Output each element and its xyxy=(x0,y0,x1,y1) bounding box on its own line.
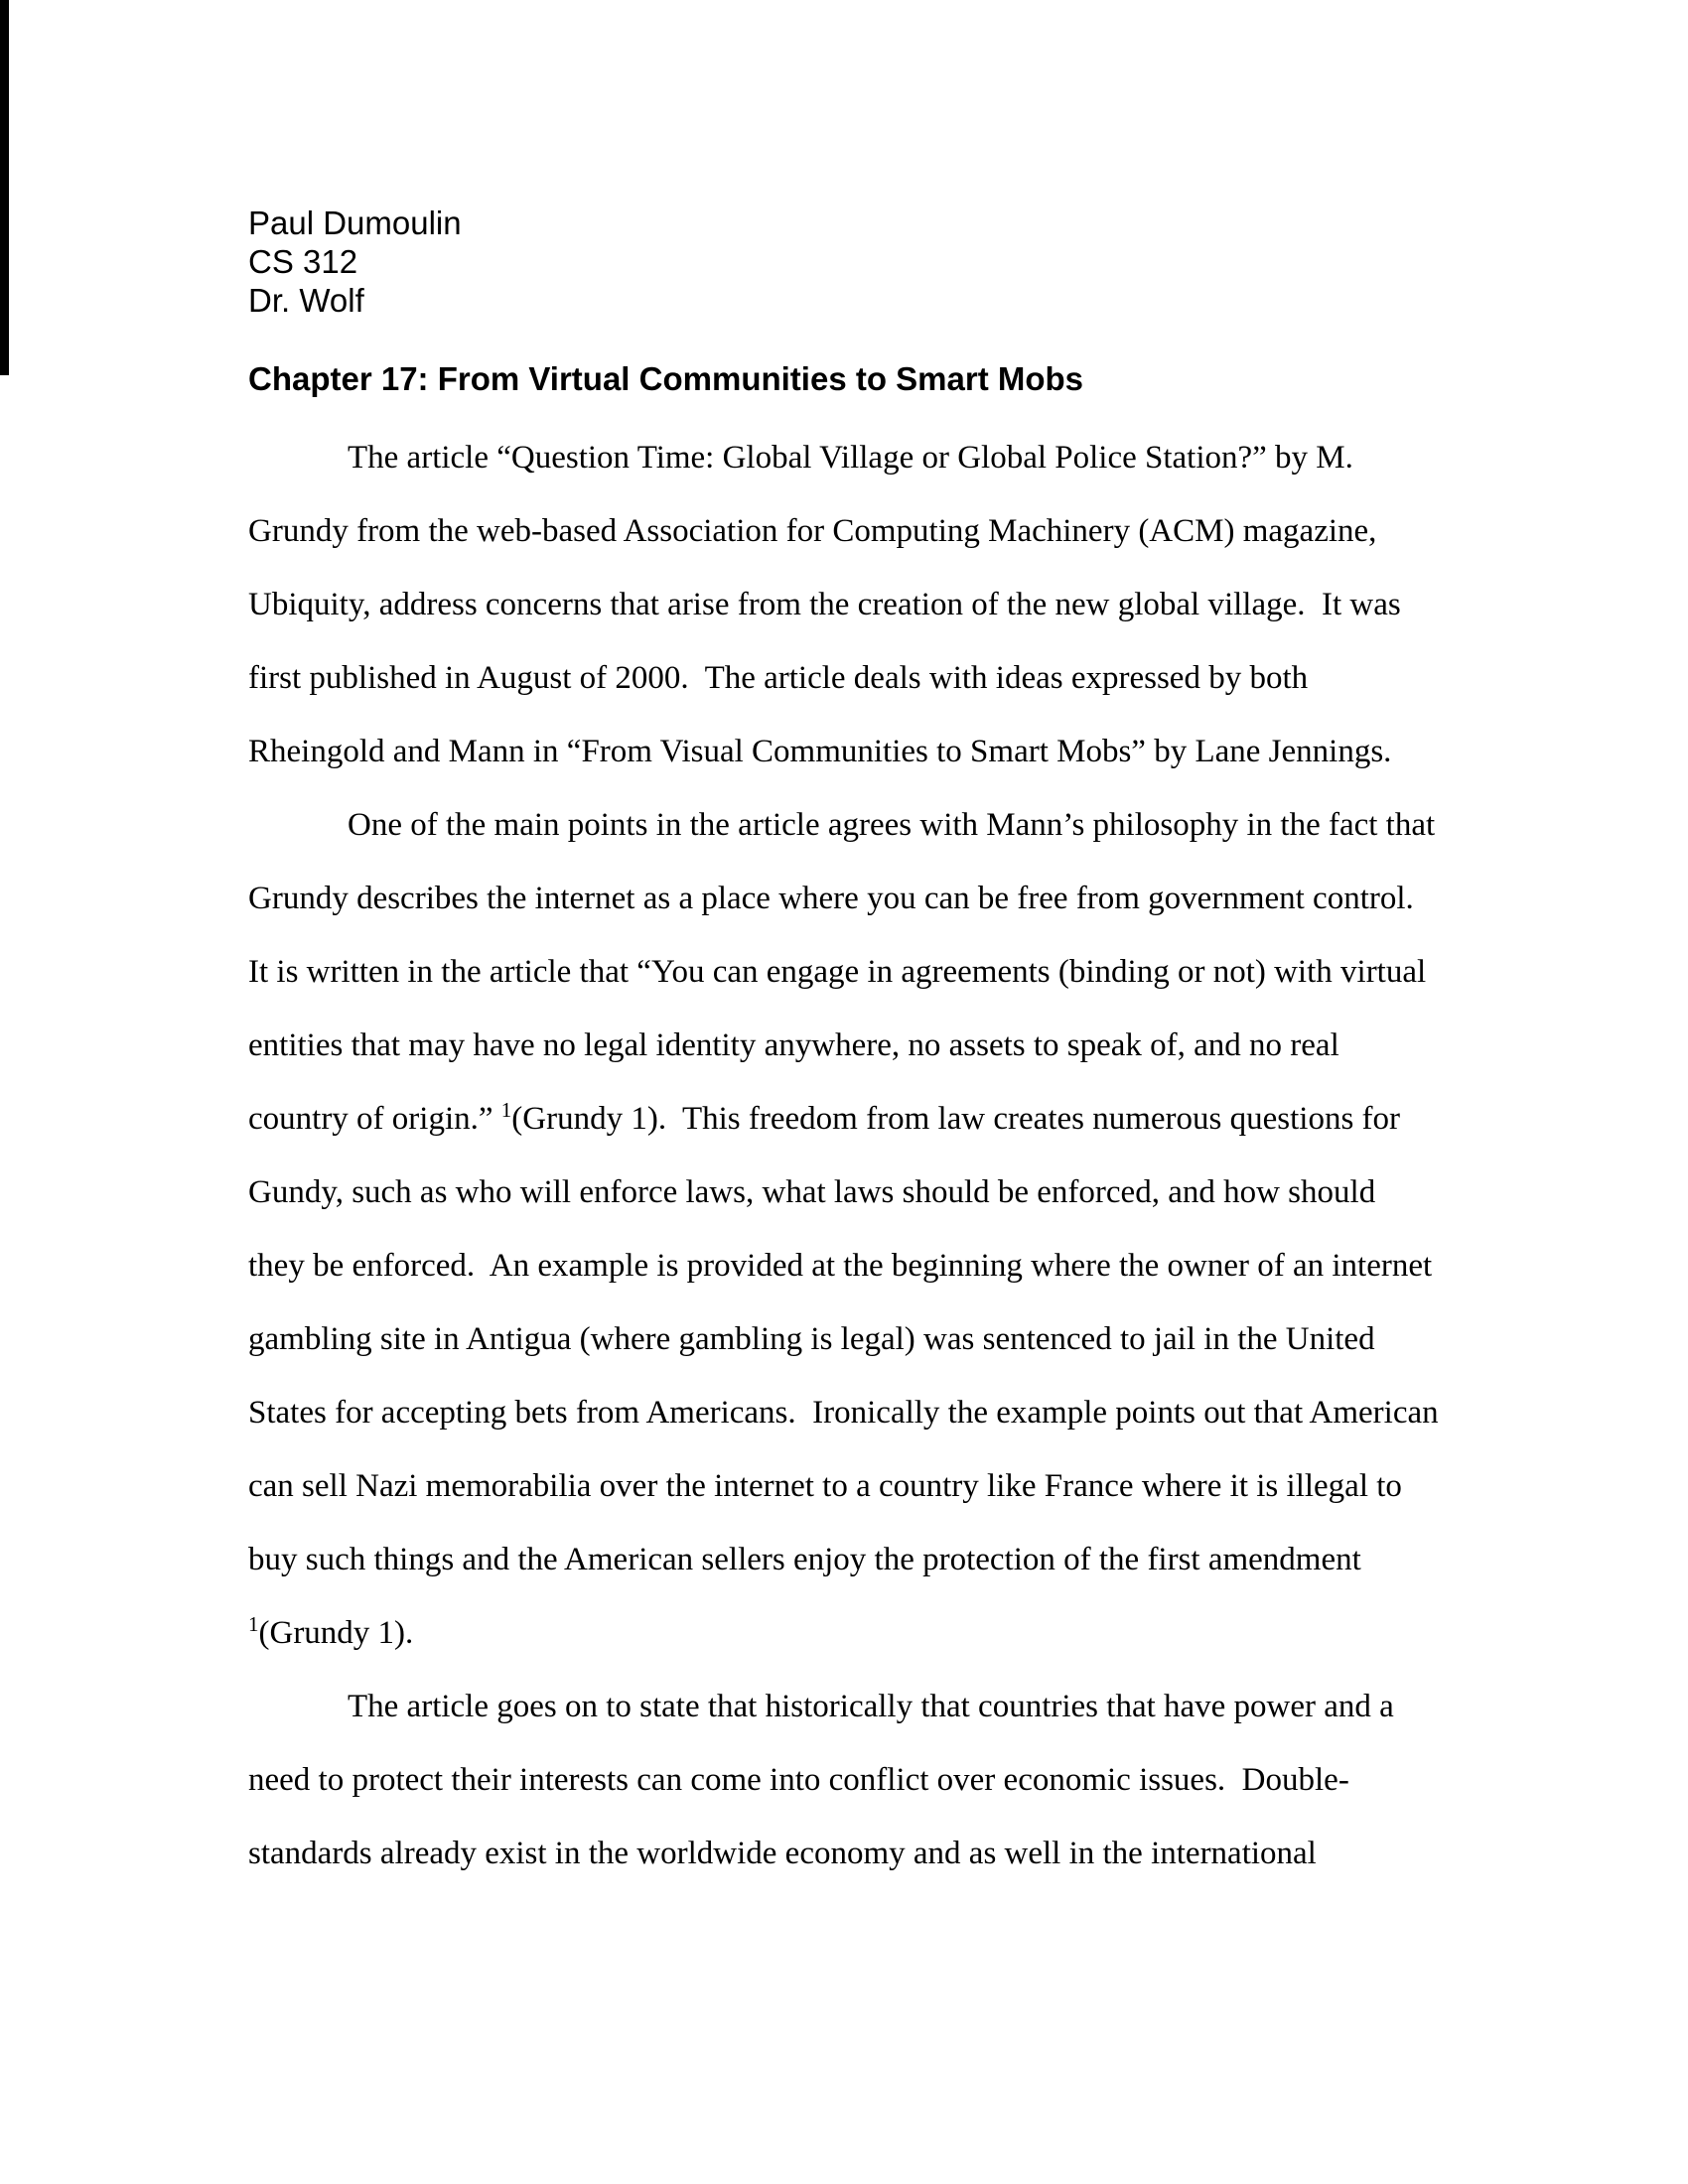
essay-title: Chapter 17: From Virtual Communities to Smart Mobs xyxy=(248,360,1084,397)
paragraph-1 xyxy=(248,421,1440,788)
course-number: CS 312 xyxy=(248,243,358,280)
paragraph-2-text-a: One of the main points in the article agrees with Mann’s philosophy in the fact that Grundy describes the internet as a place where you can be free from government control. It is written in the article that “You can engage in agreements (binding or not) with virtual entities that may have no legal identity anywhere, no assets to speak of, and no real country of origin.” xyxy=(248,807,1444,1137)
paragraph-2-text-c: (Grundy 1). xyxy=(258,1615,414,1651)
paragraph-3 xyxy=(248,1670,1440,1890)
author-name: Paul Dumoulin xyxy=(248,205,462,241)
paragraph-2 xyxy=(248,788,1447,1670)
footnote-marker-1: 1 xyxy=(500,1098,512,1122)
paragraph-3-text: The article goes on to state that historically that countries that have power and a need to protect their interests can come into conflict over economic issues. Double-standards already exist in the worldwide economy and as well in the international xyxy=(248,1689,1403,1871)
author-header xyxy=(248,204,1440,320)
paragraph-2-text-b: (Grundy 1). This freedom from law creates numerous questions for Gundy, such as who will enforce laws, what laws should be enforced, and how should they be enforced. An example is provided at the beginning where the owner of an internet gambling site in Antigua (where gambling is legal) was sentenced to jail in the United States for accepting bets from Americans. Ironically the example points out that American can sell Nazi memorabilia over the internet to a country like France where it is illegal to buy such things and the American sellers enjoy the protection of the first amendment xyxy=(248,1101,1447,1577)
scan-artifact-left-edge xyxy=(0,0,9,375)
paragraph-1-text: The article “Question Time: Global Village or Global Police Station?” by M. Grundy from the web-based Association for Computing Machinery (ACM) magazine, Ubiquity, address concerns that arise from the creation of the new global village. It was first published in August of 2000. The article deals with ideas expressed by both Rheingold and Mann in “From Visual Communities to Smart Mobs” by Lane Jennings. xyxy=(248,440,1409,769)
essay-body xyxy=(248,421,1447,1890)
footnote-marker-2: 1 xyxy=(248,1612,259,1636)
instructor-name: Dr. Wolf xyxy=(248,282,364,319)
